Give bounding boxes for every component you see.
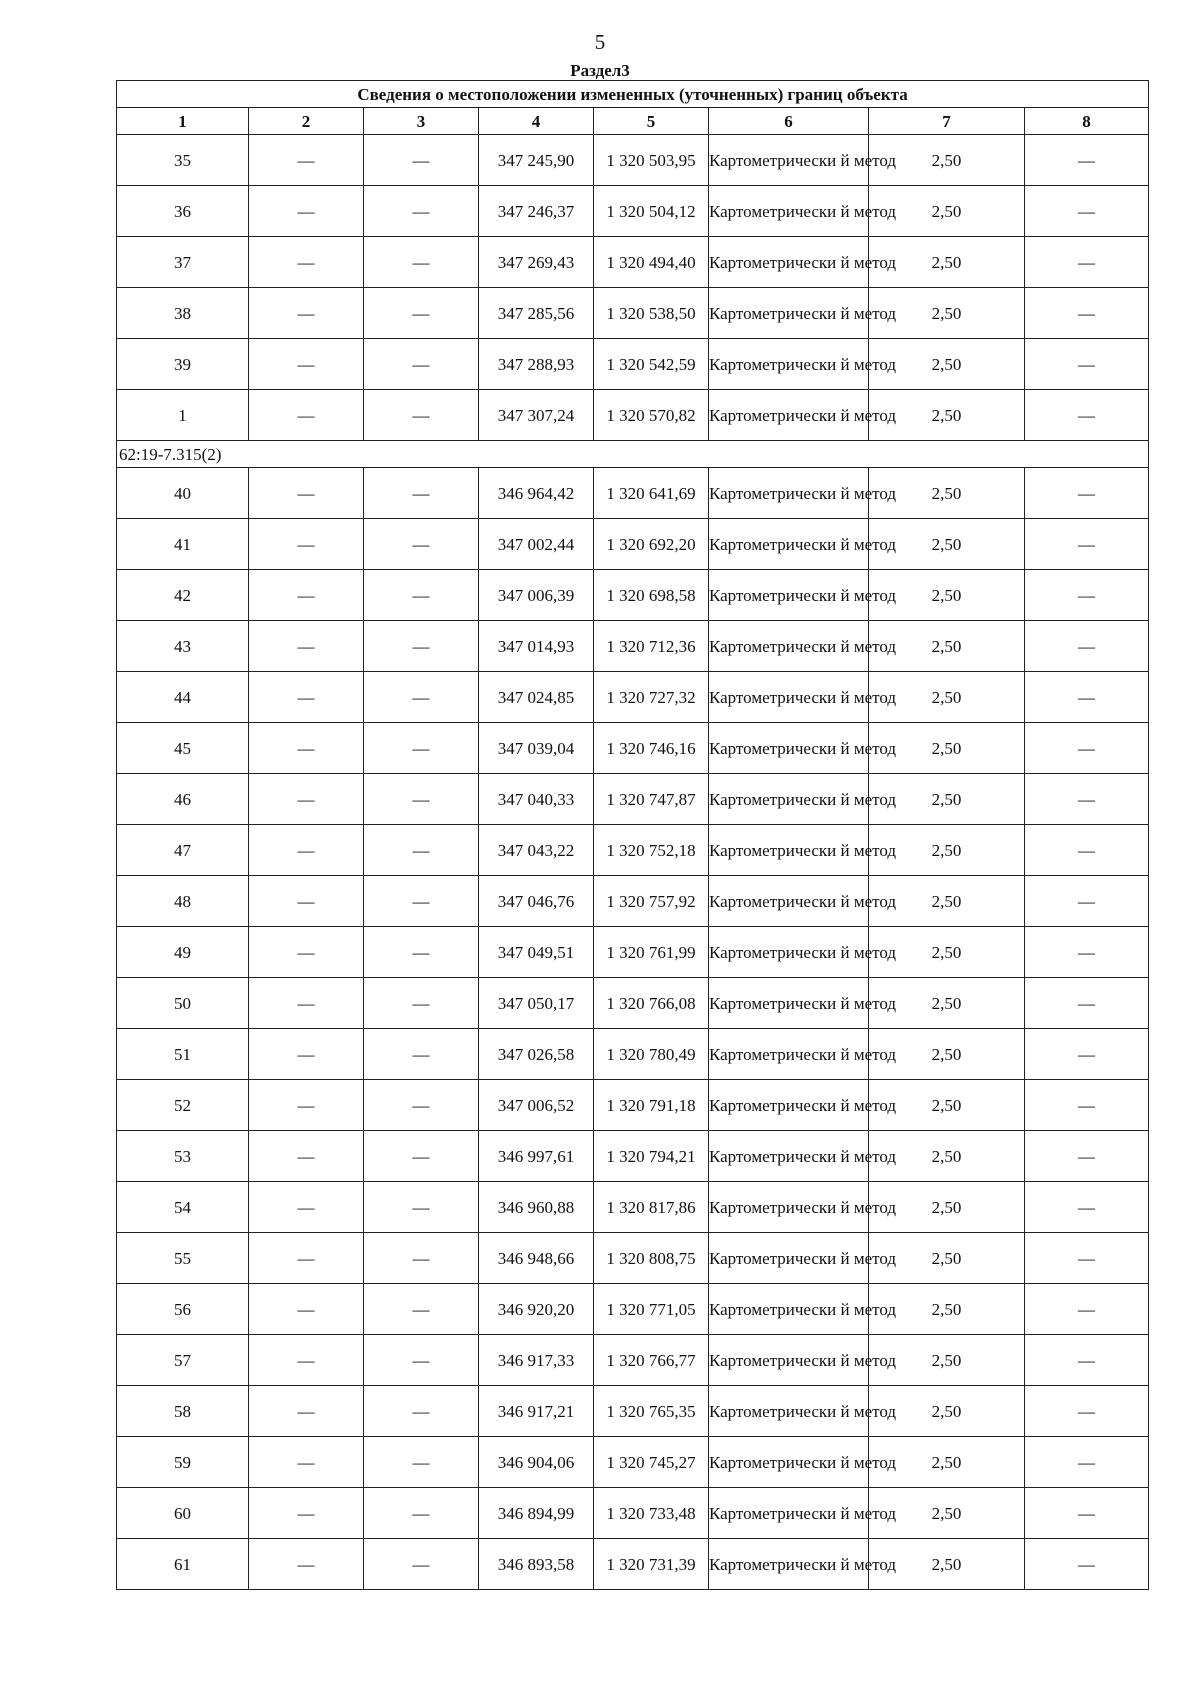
coord-y-cell: 1 320 733,48 xyxy=(594,1488,709,1539)
accuracy-cell: 2,50 xyxy=(869,1029,1025,1080)
table-row xyxy=(117,288,1149,339)
cell-col8: — xyxy=(1025,1335,1149,1386)
cell-col8: — xyxy=(1025,1539,1149,1590)
accuracy-cell: 2,50 xyxy=(869,1335,1025,1386)
accuracy-cell: 2,50 xyxy=(869,1080,1025,1131)
table-row xyxy=(117,672,1149,723)
coord-y-cell: 1 320 761,99 xyxy=(594,927,709,978)
cell-col3: — xyxy=(364,339,479,390)
cell-col3: — xyxy=(364,672,479,723)
accuracy-cell: 2,50 xyxy=(869,723,1025,774)
coord-y-cell: 1 320 752,18 xyxy=(594,825,709,876)
coord-y-cell: 1 320 570,82 xyxy=(594,390,709,441)
cell-col3: — xyxy=(364,519,479,570)
accuracy-cell: 2,50 xyxy=(869,468,1025,519)
cell-col3: — xyxy=(364,621,479,672)
cell-col8: — xyxy=(1025,1029,1149,1080)
point-number-cell: 43 xyxy=(117,621,249,672)
table-row xyxy=(117,621,1149,672)
page-number: 5 xyxy=(594,30,606,54)
table-row xyxy=(117,978,1149,1029)
cell-col2: — xyxy=(249,1488,364,1539)
coord-y-cell: 1 320 542,59 xyxy=(594,339,709,390)
cell-col3: — xyxy=(364,1386,479,1437)
coord-y-cell: 1 320 641,69 xyxy=(594,468,709,519)
coord-y-cell: 1 320 780,49 xyxy=(594,1029,709,1080)
method-cell: Картометрически й метод xyxy=(709,876,869,927)
table-row xyxy=(117,825,1149,876)
cell-col2: — xyxy=(249,927,364,978)
table-row xyxy=(117,1233,1149,1284)
table-row xyxy=(117,1029,1149,1080)
cell-col3: — xyxy=(364,876,479,927)
coord-x-cell: 347 043,22 xyxy=(479,825,594,876)
column-header: 1 xyxy=(117,108,249,135)
coord-y-cell: 1 320 766,08 xyxy=(594,978,709,1029)
method-cell: Картометрически й метод xyxy=(709,186,869,237)
accuracy-cell: 2,50 xyxy=(869,927,1025,978)
cell-col8: — xyxy=(1025,1284,1149,1335)
cell-col2: — xyxy=(249,1284,364,1335)
point-number-cell: 45 xyxy=(117,723,249,774)
coord-y-cell: 1 320 817,86 xyxy=(594,1182,709,1233)
cell-col8: — xyxy=(1025,1182,1149,1233)
column-header: 6 xyxy=(709,108,869,135)
cell-col3: — xyxy=(364,1029,479,1080)
coord-x-cell: 346 964,42 xyxy=(479,468,594,519)
cell-col8: — xyxy=(1025,876,1149,927)
accuracy-cell: 2,50 xyxy=(869,186,1025,237)
cell-col2: — xyxy=(249,1080,364,1131)
cell-col2: — xyxy=(249,288,364,339)
cell-col8: — xyxy=(1025,1080,1149,1131)
point-number-cell: 1 xyxy=(117,390,249,441)
method-cell: Картометрически й метод xyxy=(709,339,869,390)
cell-col2: — xyxy=(249,390,364,441)
cell-col8: — xyxy=(1025,927,1149,978)
coord-x-cell: 346 948,66 xyxy=(479,1233,594,1284)
table-row xyxy=(117,339,1149,390)
cell-col8: — xyxy=(1025,288,1149,339)
coord-y-cell: 1 320 794,21 xyxy=(594,1131,709,1182)
table-row xyxy=(117,876,1149,927)
table-row xyxy=(117,1284,1149,1335)
method-cell: Картометрически й метод xyxy=(709,1335,869,1386)
column-header: 3 xyxy=(364,108,479,135)
method-cell: Картометрически й метод xyxy=(709,288,869,339)
accuracy-cell: 2,50 xyxy=(869,339,1025,390)
cell-col2: — xyxy=(249,723,364,774)
coord-x-cell: 347 006,52 xyxy=(479,1080,594,1131)
cell-col8: — xyxy=(1025,570,1149,621)
accuracy-cell: 2,50 xyxy=(869,1539,1025,1590)
table-row xyxy=(117,1131,1149,1182)
cell-col8: — xyxy=(1025,825,1149,876)
method-cell: Картометрически й метод xyxy=(709,1539,869,1590)
point-number-cell: 40 xyxy=(117,468,249,519)
cell-col3: — xyxy=(364,1182,479,1233)
method-cell: Картометрически й метод xyxy=(709,978,869,1029)
coord-y-cell: 1 320 712,36 xyxy=(594,621,709,672)
cell-col3: — xyxy=(364,1284,479,1335)
cell-col3: — xyxy=(364,186,479,237)
cell-col2: — xyxy=(249,978,364,1029)
column-header: 5 xyxy=(594,108,709,135)
accuracy-cell: 2,50 xyxy=(869,978,1025,1029)
table-row xyxy=(117,1488,1149,1539)
cell-col8: — xyxy=(1025,1386,1149,1437)
table-row xyxy=(117,186,1149,237)
cell-col2: — xyxy=(249,1131,364,1182)
coord-x-cell: 346 997,61 xyxy=(479,1131,594,1182)
coord-y-cell: 1 320 745,27 xyxy=(594,1437,709,1488)
coord-y-cell: 1 320 731,39 xyxy=(594,1539,709,1590)
table-row xyxy=(117,1386,1149,1437)
coord-y-cell: 1 320 503,95 xyxy=(594,135,709,186)
coord-x-cell: 347 245,90 xyxy=(479,135,594,186)
point-number-cell: 44 xyxy=(117,672,249,723)
cell-col2: — xyxy=(249,621,364,672)
coord-x-cell: 346 960,88 xyxy=(479,1182,594,1233)
coord-y-cell: 1 320 808,75 xyxy=(594,1233,709,1284)
point-number-cell: 51 xyxy=(117,1029,249,1080)
table-row xyxy=(117,519,1149,570)
cell-col8: — xyxy=(1025,1437,1149,1488)
coord-x-cell: 347 046,76 xyxy=(479,876,594,927)
cell-col2: — xyxy=(249,1029,364,1080)
table-caption: Сведения о местоположении измененных (уточненных) границ объекта xyxy=(117,81,1149,108)
accuracy-cell: 2,50 xyxy=(869,570,1025,621)
accuracy-cell: 2,50 xyxy=(869,672,1025,723)
method-cell: Картометрически й метод xyxy=(709,237,869,288)
coord-y-cell: 1 320 538,50 xyxy=(594,288,709,339)
point-number-cell: 56 xyxy=(117,1284,249,1335)
cell-col8: — xyxy=(1025,186,1149,237)
method-cell: Картометрически й метод xyxy=(709,723,869,774)
coord-y-cell: 1 320 757,92 xyxy=(594,876,709,927)
method-cell: Картометрически й метод xyxy=(709,672,869,723)
cell-col2: — xyxy=(249,135,364,186)
cell-col3: — xyxy=(364,1233,479,1284)
coord-x-cell: 346 893,58 xyxy=(479,1539,594,1590)
table-row xyxy=(117,468,1149,519)
cell-col3: — xyxy=(364,135,479,186)
cell-col8: — xyxy=(1025,621,1149,672)
cell-col3: — xyxy=(364,1080,479,1131)
coord-y-cell: 1 320 494,40 xyxy=(594,237,709,288)
point-number-cell: 61 xyxy=(117,1539,249,1590)
coord-x-cell: 347 246,37 xyxy=(479,186,594,237)
cell-col8: — xyxy=(1025,723,1149,774)
accuracy-cell: 2,50 xyxy=(869,774,1025,825)
point-number-cell: 60 xyxy=(117,1488,249,1539)
point-number-cell: 59 xyxy=(117,1437,249,1488)
cell-col3: — xyxy=(364,1335,479,1386)
cell-col2: — xyxy=(249,570,364,621)
accuracy-cell: 2,50 xyxy=(869,825,1025,876)
cell-col3: — xyxy=(364,774,479,825)
cell-col3: — xyxy=(364,723,479,774)
accuracy-cell: 2,50 xyxy=(869,1386,1025,1437)
table-row xyxy=(117,774,1149,825)
method-cell: Картометрически й метод xyxy=(709,774,869,825)
coord-y-cell: 1 320 698,58 xyxy=(594,570,709,621)
cell-col3: — xyxy=(364,1539,479,1590)
column-header: 8 xyxy=(1025,108,1149,135)
accuracy-cell: 2,50 xyxy=(869,288,1025,339)
section-title: Раздел3 xyxy=(570,61,630,80)
coord-y-cell: 1 320 692,20 xyxy=(594,519,709,570)
accuracy-cell: 2,50 xyxy=(869,1437,1025,1488)
point-number-cell: 49 xyxy=(117,927,249,978)
method-cell: Картометрически й метод xyxy=(709,390,869,441)
cell-col3: — xyxy=(364,1131,479,1182)
column-header: 4 xyxy=(479,108,594,135)
method-cell: Картометрически й метод xyxy=(709,519,869,570)
coord-x-cell: 347 024,85 xyxy=(479,672,594,723)
point-number-cell: 37 xyxy=(117,237,249,288)
point-number-cell: 42 xyxy=(117,570,249,621)
accuracy-cell: 2,50 xyxy=(869,621,1025,672)
group-row xyxy=(117,441,1149,468)
point-number-cell: 57 xyxy=(117,1335,249,1386)
method-cell: Картометрически й метод xyxy=(709,825,869,876)
cadastral-group-label: 62:19-7.315(2) xyxy=(117,441,1149,468)
coord-x-cell: 347 002,44 xyxy=(479,519,594,570)
point-number-cell: 41 xyxy=(117,519,249,570)
cell-col3: — xyxy=(364,927,479,978)
cell-col2: — xyxy=(249,1233,364,1284)
cell-col8: — xyxy=(1025,1488,1149,1539)
coord-y-cell: 1 320 727,32 xyxy=(594,672,709,723)
cell-col3: — xyxy=(364,978,479,1029)
cell-col8: — xyxy=(1025,1233,1149,1284)
point-number-cell: 39 xyxy=(117,339,249,390)
point-number-cell: 54 xyxy=(117,1182,249,1233)
cell-col2: — xyxy=(249,774,364,825)
point-number-cell: 58 xyxy=(117,1386,249,1437)
cell-col2: — xyxy=(249,1539,364,1590)
table-row xyxy=(117,723,1149,774)
point-number-cell: 48 xyxy=(117,876,249,927)
cell-col8: — xyxy=(1025,1131,1149,1182)
coord-x-cell: 347 039,04 xyxy=(479,723,594,774)
coord-x-cell: 347 288,93 xyxy=(479,339,594,390)
table-row xyxy=(117,1437,1149,1488)
point-number-cell: 38 xyxy=(117,288,249,339)
coord-x-cell: 346 904,06 xyxy=(479,1437,594,1488)
table-row xyxy=(117,1539,1149,1590)
point-number-cell: 53 xyxy=(117,1131,249,1182)
cell-col8: — xyxy=(1025,339,1149,390)
method-cell: Картометрически й метод xyxy=(709,135,869,186)
cell-col8: — xyxy=(1025,672,1149,723)
cell-col2: — xyxy=(249,672,364,723)
cell-col3: — xyxy=(364,237,479,288)
point-number-cell: 35 xyxy=(117,135,249,186)
accuracy-cell: 2,50 xyxy=(869,135,1025,186)
method-cell: Картометрически й метод xyxy=(709,927,869,978)
coord-x-cell: 347 269,43 xyxy=(479,237,594,288)
accuracy-cell: 2,50 xyxy=(869,390,1025,441)
coord-y-cell: 1 320 771,05 xyxy=(594,1284,709,1335)
point-number-cell: 55 xyxy=(117,1233,249,1284)
coord-x-cell: 347 026,58 xyxy=(479,1029,594,1080)
method-cell: Картометрически й метод xyxy=(709,1029,869,1080)
accuracy-cell: 2,50 xyxy=(869,237,1025,288)
cell-col3: — xyxy=(364,468,479,519)
accuracy-cell: 2,50 xyxy=(869,876,1025,927)
table-row xyxy=(117,1182,1149,1233)
coord-y-cell: 1 320 766,77 xyxy=(594,1335,709,1386)
table-row xyxy=(117,1335,1149,1386)
method-cell: Картометрически й метод xyxy=(709,1437,869,1488)
accuracy-cell: 2,50 xyxy=(869,1131,1025,1182)
cell-col3: — xyxy=(364,1488,479,1539)
table-row xyxy=(117,135,1149,186)
cell-col2: — xyxy=(249,339,364,390)
cell-col8: — xyxy=(1025,468,1149,519)
column-header: 7 xyxy=(869,108,1025,135)
coord-x-cell: 347 285,56 xyxy=(479,288,594,339)
method-cell: Картометрически й метод xyxy=(709,1182,869,1233)
coord-y-cell: 1 320 746,16 xyxy=(594,723,709,774)
accuracy-cell: 2,50 xyxy=(869,519,1025,570)
coord-x-cell: 347 307,24 xyxy=(479,390,594,441)
coord-x-cell: 347 050,17 xyxy=(479,978,594,1029)
cell-col2: — xyxy=(249,825,364,876)
cell-col2: — xyxy=(249,519,364,570)
point-number-cell: 36 xyxy=(117,186,249,237)
method-cell: Картометрически й метод xyxy=(709,1386,869,1437)
cell-col2: — xyxy=(249,1437,364,1488)
coord-x-cell: 346 894,99 xyxy=(479,1488,594,1539)
coord-x-cell: 347 014,93 xyxy=(479,621,594,672)
cell-col2: — xyxy=(249,1386,364,1437)
coord-x-cell: 347 040,33 xyxy=(479,774,594,825)
coord-y-cell: 1 320 504,12 xyxy=(594,186,709,237)
cell-col3: — xyxy=(364,825,479,876)
coord-y-cell: 1 320 791,18 xyxy=(594,1080,709,1131)
cell-col3: — xyxy=(364,1437,479,1488)
cell-col2: — xyxy=(249,237,364,288)
cell-col8: — xyxy=(1025,135,1149,186)
table-row xyxy=(117,390,1149,441)
cell-col2: — xyxy=(249,1182,364,1233)
coord-x-cell: 346 917,21 xyxy=(479,1386,594,1437)
coord-x-cell: 346 920,20 xyxy=(479,1284,594,1335)
point-number-cell: 52 xyxy=(117,1080,249,1131)
point-number-cell: 47 xyxy=(117,825,249,876)
cell-col2: — xyxy=(249,186,364,237)
cell-col8: — xyxy=(1025,978,1149,1029)
method-cell: Картометрически й метод xyxy=(709,1488,869,1539)
cell-col8: — xyxy=(1025,519,1149,570)
method-cell: Картометрически й метод xyxy=(709,468,869,519)
table-row xyxy=(117,927,1149,978)
cell-col3: — xyxy=(364,390,479,441)
accuracy-cell: 2,50 xyxy=(869,1488,1025,1539)
method-cell: Картометрически й метод xyxy=(709,570,869,621)
cell-col3: — xyxy=(364,288,479,339)
table-row xyxy=(117,237,1149,288)
cell-col3: — xyxy=(364,570,479,621)
point-number-cell: 46 xyxy=(117,774,249,825)
accuracy-cell: 2,50 xyxy=(869,1182,1025,1233)
cell-col8: — xyxy=(1025,774,1149,825)
point-number-cell: 50 xyxy=(117,978,249,1029)
accuracy-cell: 2,50 xyxy=(869,1233,1025,1284)
table-row xyxy=(117,570,1149,621)
accuracy-cell: 2,50 xyxy=(869,1284,1025,1335)
method-cell: Картометрически й метод xyxy=(709,1080,869,1131)
coord-x-cell: 347 049,51 xyxy=(479,927,594,978)
column-header-row xyxy=(117,108,1149,135)
cell-col2: — xyxy=(249,468,364,519)
boundary-points-table xyxy=(116,80,1149,1590)
coord-x-cell: 346 917,33 xyxy=(479,1335,594,1386)
table-row xyxy=(117,1080,1149,1131)
cell-col8: — xyxy=(1025,390,1149,441)
cell-col8: — xyxy=(1025,237,1149,288)
column-header: 2 xyxy=(249,108,364,135)
coord-x-cell: 347 006,39 xyxy=(479,570,594,621)
coord-y-cell: 1 320 747,87 xyxy=(594,774,709,825)
cell-col2: — xyxy=(249,1335,364,1386)
method-cell: Картометрически й метод xyxy=(709,621,869,672)
method-cell: Картометрически й метод xyxy=(709,1284,869,1335)
coord-y-cell: 1 320 765,35 xyxy=(594,1386,709,1437)
method-cell: Картометрически й метод xyxy=(709,1131,869,1182)
method-cell: Картометрически й метод xyxy=(709,1233,869,1284)
cell-col2: — xyxy=(249,876,364,927)
